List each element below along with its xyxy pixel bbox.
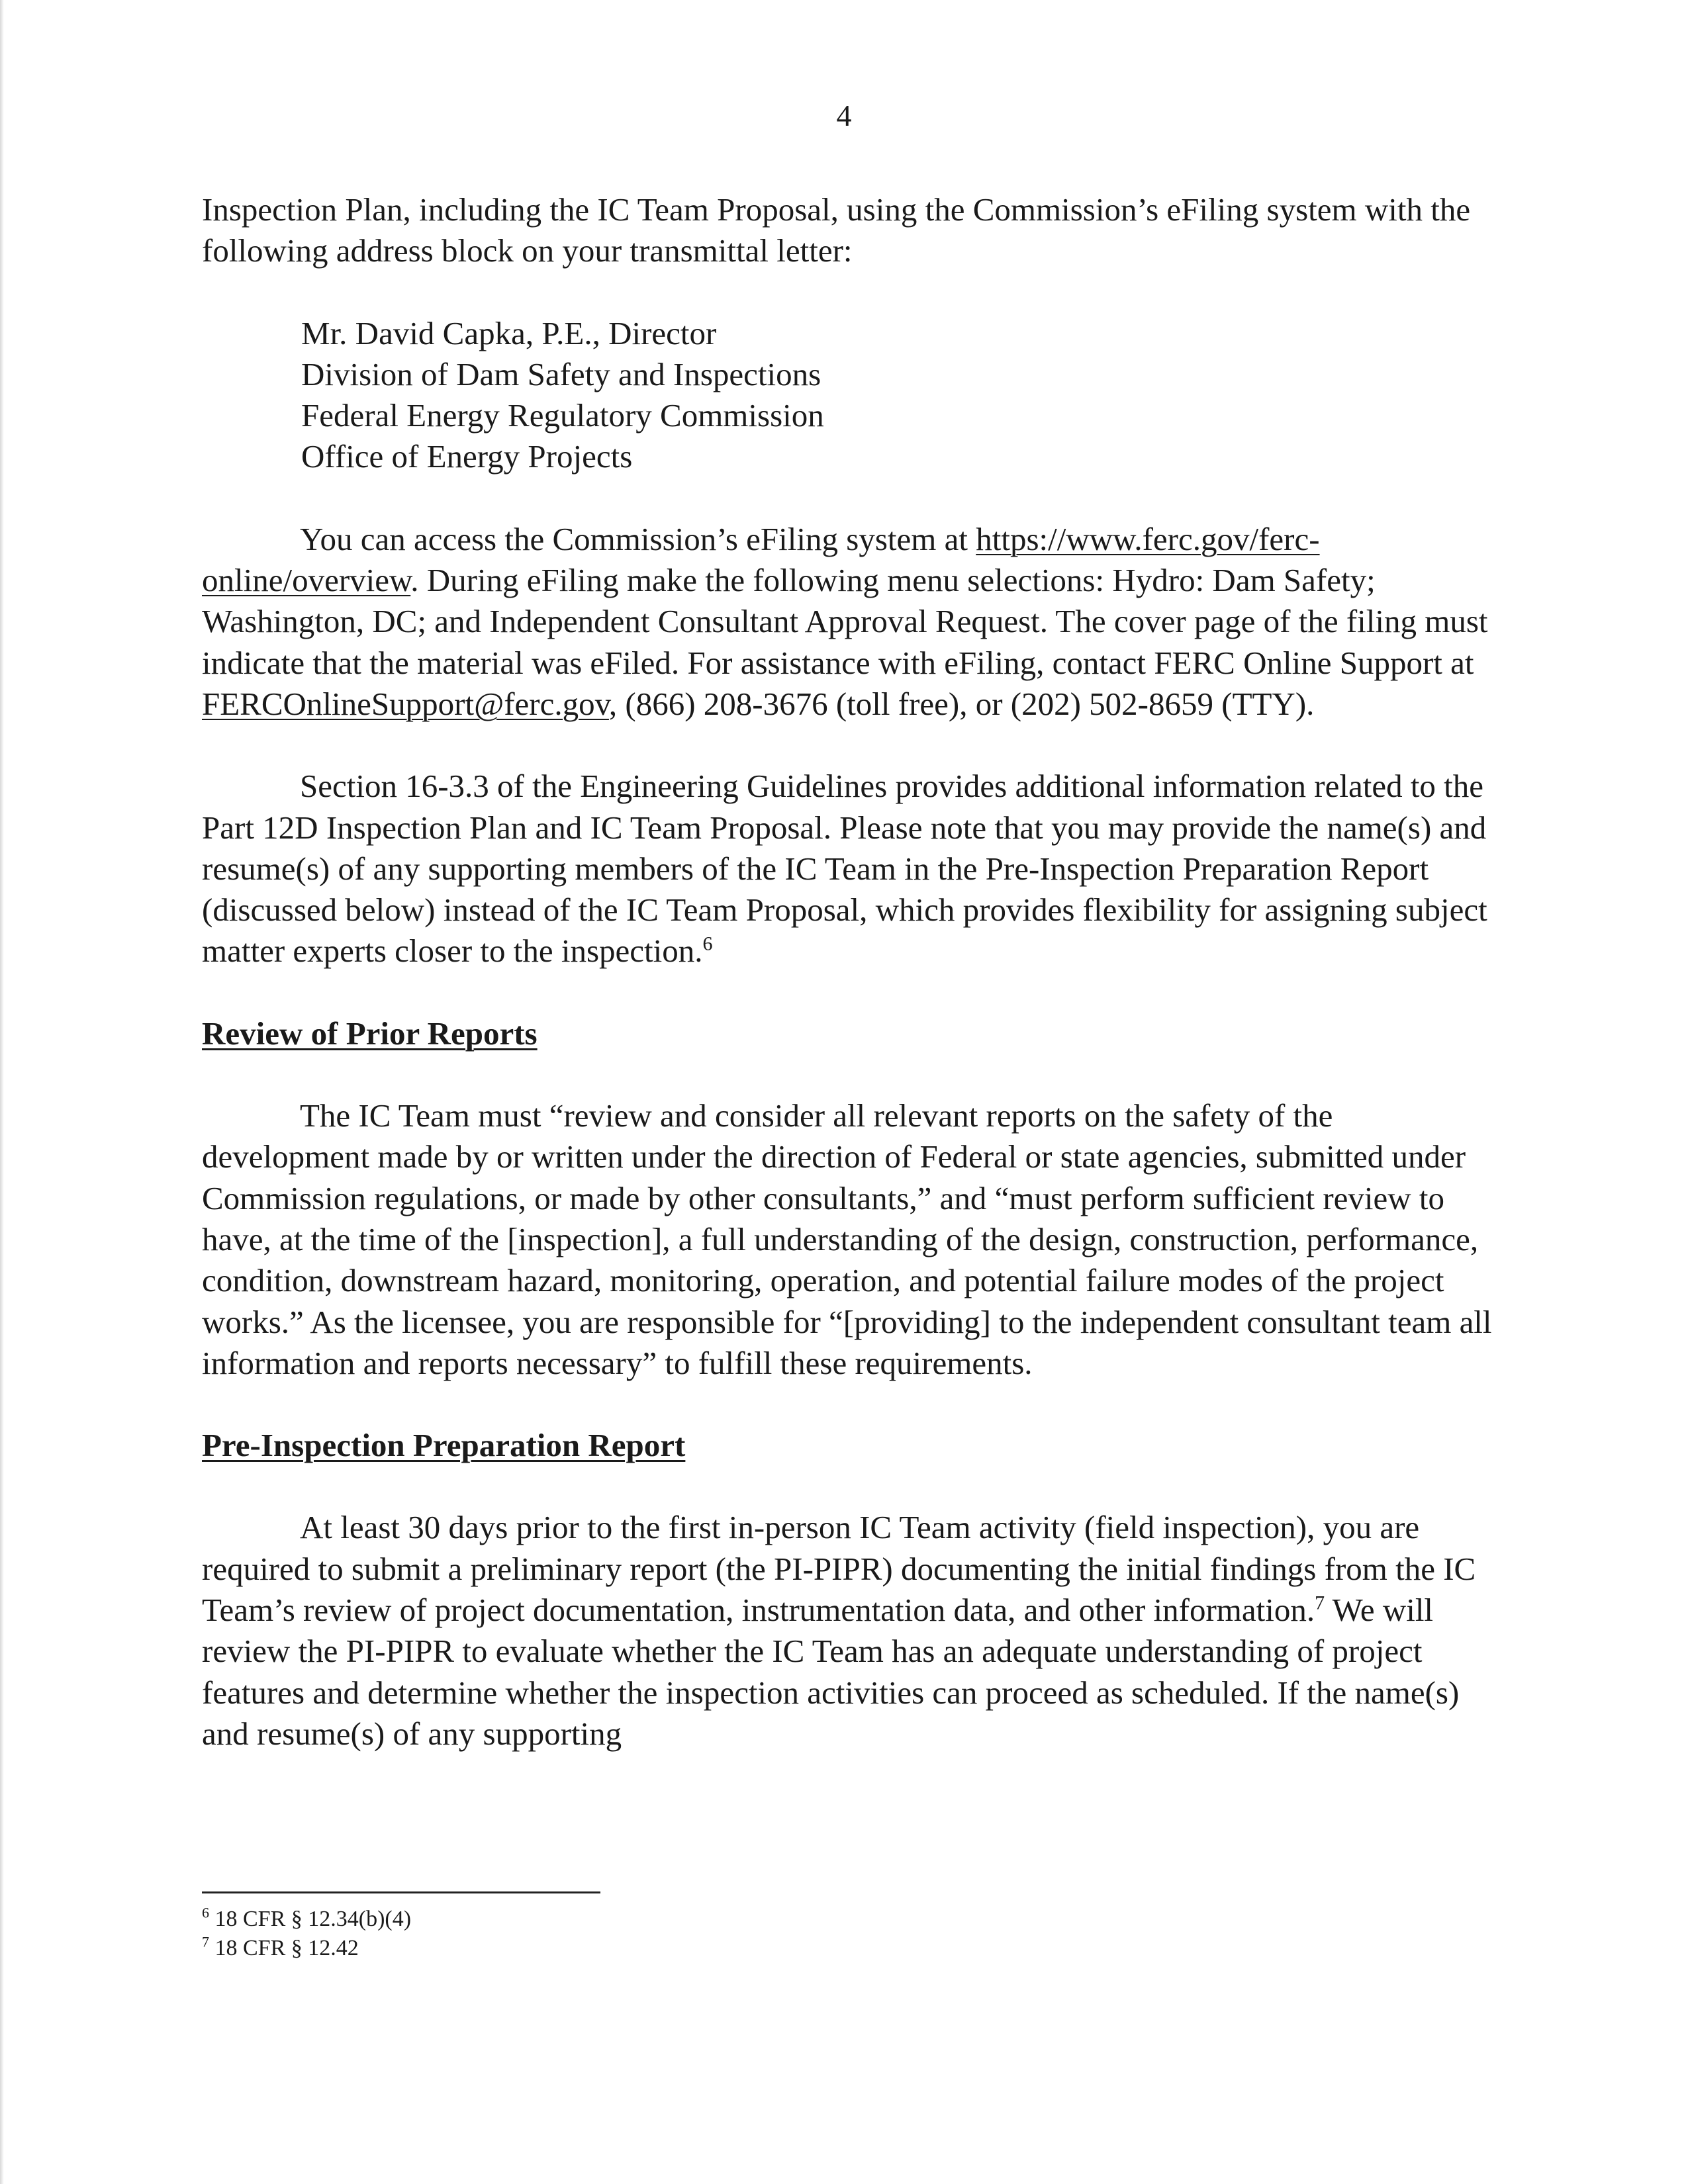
footnote-6-text: 18 CFR § 12.34(b)(4) [209,1907,412,1931]
paragraph-engineering-guidelines [202,766,1499,972]
heading-review-prior-reports: Review of Prior Reports [202,1015,538,1052]
pre-inspection-text-1: At least 30 days prior to the first in-person IC Team activity (field inspection), you are required to submit a preliminary report (the PI-PIPR) documenting the initial findings from the IC Team’s review of project documentation, instrumentation data, and other information. [202,1509,1476,1629]
efiling-access-text-1: You can access the Commission’s eFiling system at [300,520,976,557]
letter-body [202,189,1499,1754]
efiling-link[interactable]: https://www.ferc.gov/ferc-online/overview [202,520,1320,599]
efiling-access-text-3: , (866) 208-3676 (toll free), or (202) 502-8659 (TTY). [608,685,1315,722]
efiling-access-text-2: . During eFiling make the following menu selections: Hydro: Dam Safety; Washington, DC; and Independent Consultant Approval Request. The cover page of the filing must indicate that the material was eFiled. For assistance with eFiling, contact FERC Online Support at [202,562,1488,681]
footnote-6-number: 6 [202,1904,209,1921]
scan-edge-shadow [0,0,4,2184]
footnote-ref-6: 6 [702,933,713,956]
footnotes [202,1905,411,1963]
support-email-link[interactable]: FERCOnlineSupport@ferc.gov [202,685,609,722]
paragraph-efiling-access [202,519,1499,725]
address-block [301,313,1499,478]
address-line-commission: Federal Energy Regulatory Commission [301,397,824,434]
footnote-6 [202,1905,411,1934]
footnote-divider [202,1891,600,1893]
pre-inspection-text-2: We will review the PI-PIPR to evaluate whether the IC Team has an adequate understanding of project features and determine whether the inspection activities can proceed as scheduled. If the name(s) and resume(s) of any supporting [202,1592,1460,1752]
page-number: 4 [836,99,852,132]
footnote-7-text: 18 CFR § 12.42 [209,1936,359,1960]
address-line-division: Division of Dam Safety and Inspections [301,355,821,392]
heading-pre-inspection-report: Pre-Inspection Preparation Report [202,1427,686,1464]
footnote-7-number: 7 [202,1933,209,1950]
paragraph-review-prior-reports: The IC Team must “review and consider all relevant reports on the safety of the development made by or written under the direction of Federal or state agencies, submitted under Commission regulations, or made by other consultants,” and “must perform sufficient review to have, at the time of the [inspection], a full understanding of the design, construction, performance, condition, downstream hazard, monitoring, operation, and potential failure modes of the project works.” As the licensee, you are responsible for “[providing] to the independent consultant team all information and reports necessary” to fulfill these requirements. [202,1097,1492,1381]
address-line-office: Office of Energy Projects [301,438,633,475]
footnote-ref-7: 7 [1315,1592,1325,1614]
footnote-7 [202,1934,411,1963]
paragraph-pre-inspection-report [202,1507,1499,1754]
address-line-name: Mr. David Capka, P.E., Director [301,314,717,351]
guidelines-text: Section 16-3.3 of the Engineering Guidelines provides additional information related to the Part 12D Inspection Plan and IC Team Proposal. Please note that you may provide the name(s) and resume(s) of any supporting members of the IC Team in the Pre-Inspection Preparation Report (discussed below) instead of the IC Team Proposal, which provides flexibility for assigning subject matter experts closer to the inspection. [202,768,1487,970]
paragraph-efiling-intro: Inspection Plan, including the IC Team Proposal, using the Commission’s eFiling system with the following address block on your transmittal letter: [202,191,1471,269]
